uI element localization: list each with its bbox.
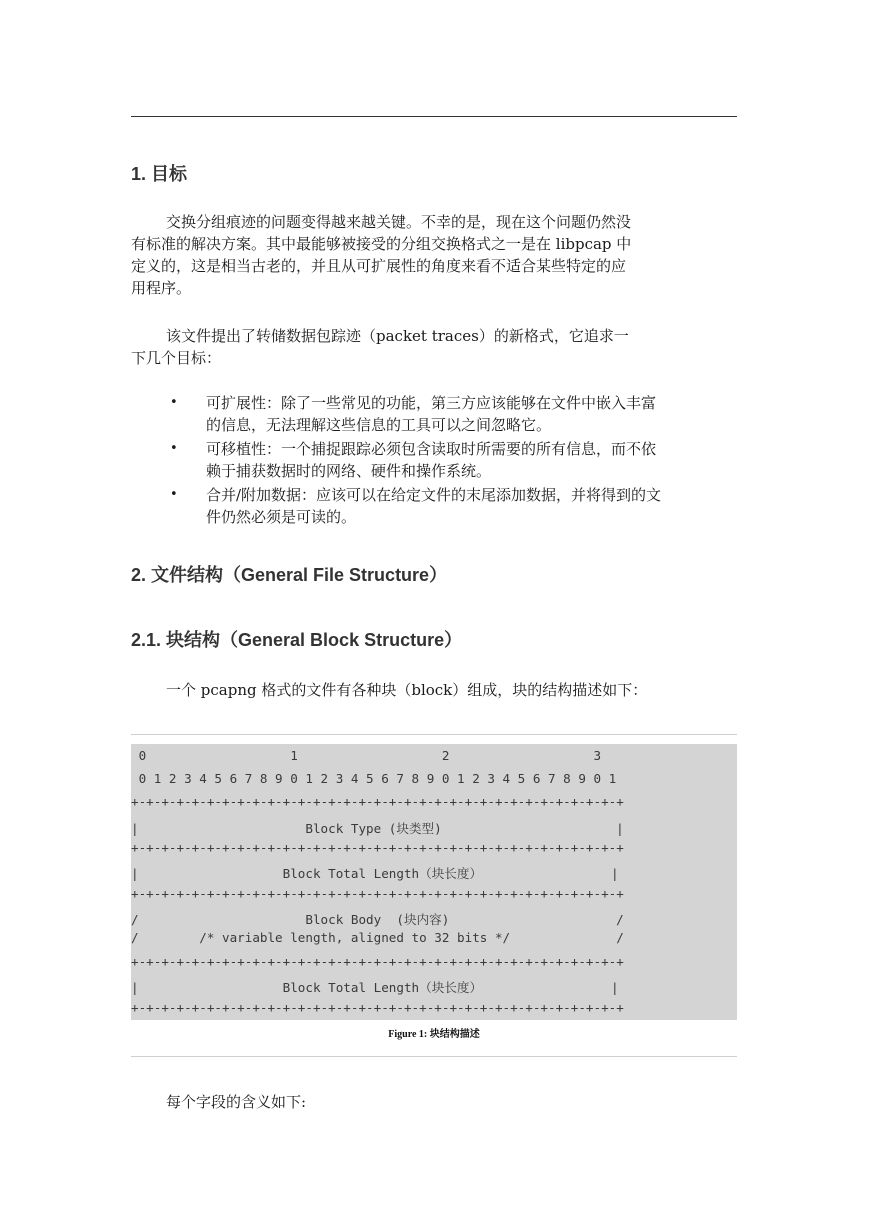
- list-item-line: 件仍然必须是可读的。: [206, 508, 357, 526]
- diagram-line: | Block Total Length（块长度） |: [131, 980, 619, 995]
- figure-bottom-rule: [131, 1056, 737, 1057]
- list-item-line: 赖于捕获数据时的网络、硬件和操作系统。: [206, 462, 492, 480]
- list-item-line: • 可扩展性：除了一些常见的功能，第三方应该能够在文件中嵌入丰富: [206, 394, 657, 412]
- paragraph-line: 一个 pcapng 格式的文件有各种块（block）组成，块的结构描述如下：: [166, 681, 648, 699]
- diagram-line: +-+-+-+-+-+-+-+-+-+-+-+-+-+-+-+-+-+-+-+-+-+-+-+-+-+-+-+-+-+-+-+-+: [131, 954, 624, 969]
- diagram-line: | Block Type (块类型) |: [131, 821, 624, 836]
- paragraph-line: 有标准的解决方案。其中最能够被接受的分组交换格式之一是在 libpcap 中: [131, 235, 632, 253]
- goals-list: [170, 392, 740, 530]
- diagram-line: +-+-+-+-+-+-+-+-+-+-+-+-+-+-+-+-+-+-+-+-+-+-+-+-+-+-+-+-+-+-+-+-+: [131, 840, 624, 855]
- paragraph-line: 定义的，这是相当古老的，并且从可扩展性的角度来看不适合某些特定的应: [131, 257, 627, 275]
- section-2-1-heading: 2.1. 块结构（General Block Structure）: [131, 630, 463, 650]
- list-item: [170, 392, 740, 436]
- list-item-line: 的信息，无法理解这些信息的工具可以之间忽略它。: [206, 416, 552, 434]
- list-item-line: • 合并/附加数据：应该可以在给定文件的末尾添加数据，并将得到的文: [206, 486, 662, 504]
- figure-top-rule: [131, 734, 737, 735]
- diagram-line: 0 1 2 3 4 5 6 7 8 9 0 1 2 3 4 5 6 7 8 9 0 1 2 3 4 5 6 7 8 9 0 1: [131, 771, 617, 786]
- section-1-heading: 1. 目标: [131, 164, 188, 184]
- intro-paragraph-2: [131, 325, 706, 369]
- paragraph-line: 下几个目标：: [131, 349, 222, 367]
- diagram-line: | Block Total Length（块长度） |: [131, 866, 619, 881]
- intro-paragraph-1: [131, 211, 706, 299]
- paragraph-line: 用程序。: [131, 279, 192, 297]
- diagram-line: / /* variable length, aligned to 32 bits */ /: [131, 930, 624, 945]
- diagram-line: +-+-+-+-+-+-+-+-+-+-+-+-+-+-+-+-+-+-+-+-+-+-+-+-+-+-+-+-+-+-+-+-+: [131, 794, 624, 809]
- header-rule: [131, 116, 737, 117]
- fields-intro-paragraph: [131, 1091, 706, 1113]
- list-item: [170, 484, 740, 528]
- list-item: [170, 438, 740, 482]
- section-2-heading: 2. 文件结构（General File Structure）: [131, 565, 448, 585]
- diagram-line: +-+-+-+-+-+-+-+-+-+-+-+-+-+-+-+-+-+-+-+-+-+-+-+-+-+-+-+-+-+-+-+-+: [131, 886, 624, 901]
- figure-caption: Figure 1: 块结构描述: [388, 1029, 480, 1040]
- diagram-line: / Block Body (块内容) /: [131, 912, 624, 927]
- paragraph-line: 交换分组痕迹的问题变得越来越关键。不幸的是，现在这个问题仍然没: [166, 213, 632, 231]
- diagram-line: 0 1 2 3: [131, 748, 602, 763]
- block-structure-diagram: [131, 744, 737, 1020]
- block-intro-paragraph: [131, 679, 706, 701]
- diagram-line: +-+-+-+-+-+-+-+-+-+-+-+-+-+-+-+-+-+-+-+-+-+-+-+-+-+-+-+-+-+-+-+-+: [131, 1000, 624, 1015]
- paragraph-line: 该文件提出了转储数据包踪迹（packet traces）的新格式，它追求一: [166, 327, 629, 345]
- paragraph-line: 每个字段的含义如下:: [166, 1093, 307, 1111]
- list-item-line: • 可移植性：一个捕捉跟踪必须包含读取时所需要的所有信息，而不依: [206, 440, 657, 458]
